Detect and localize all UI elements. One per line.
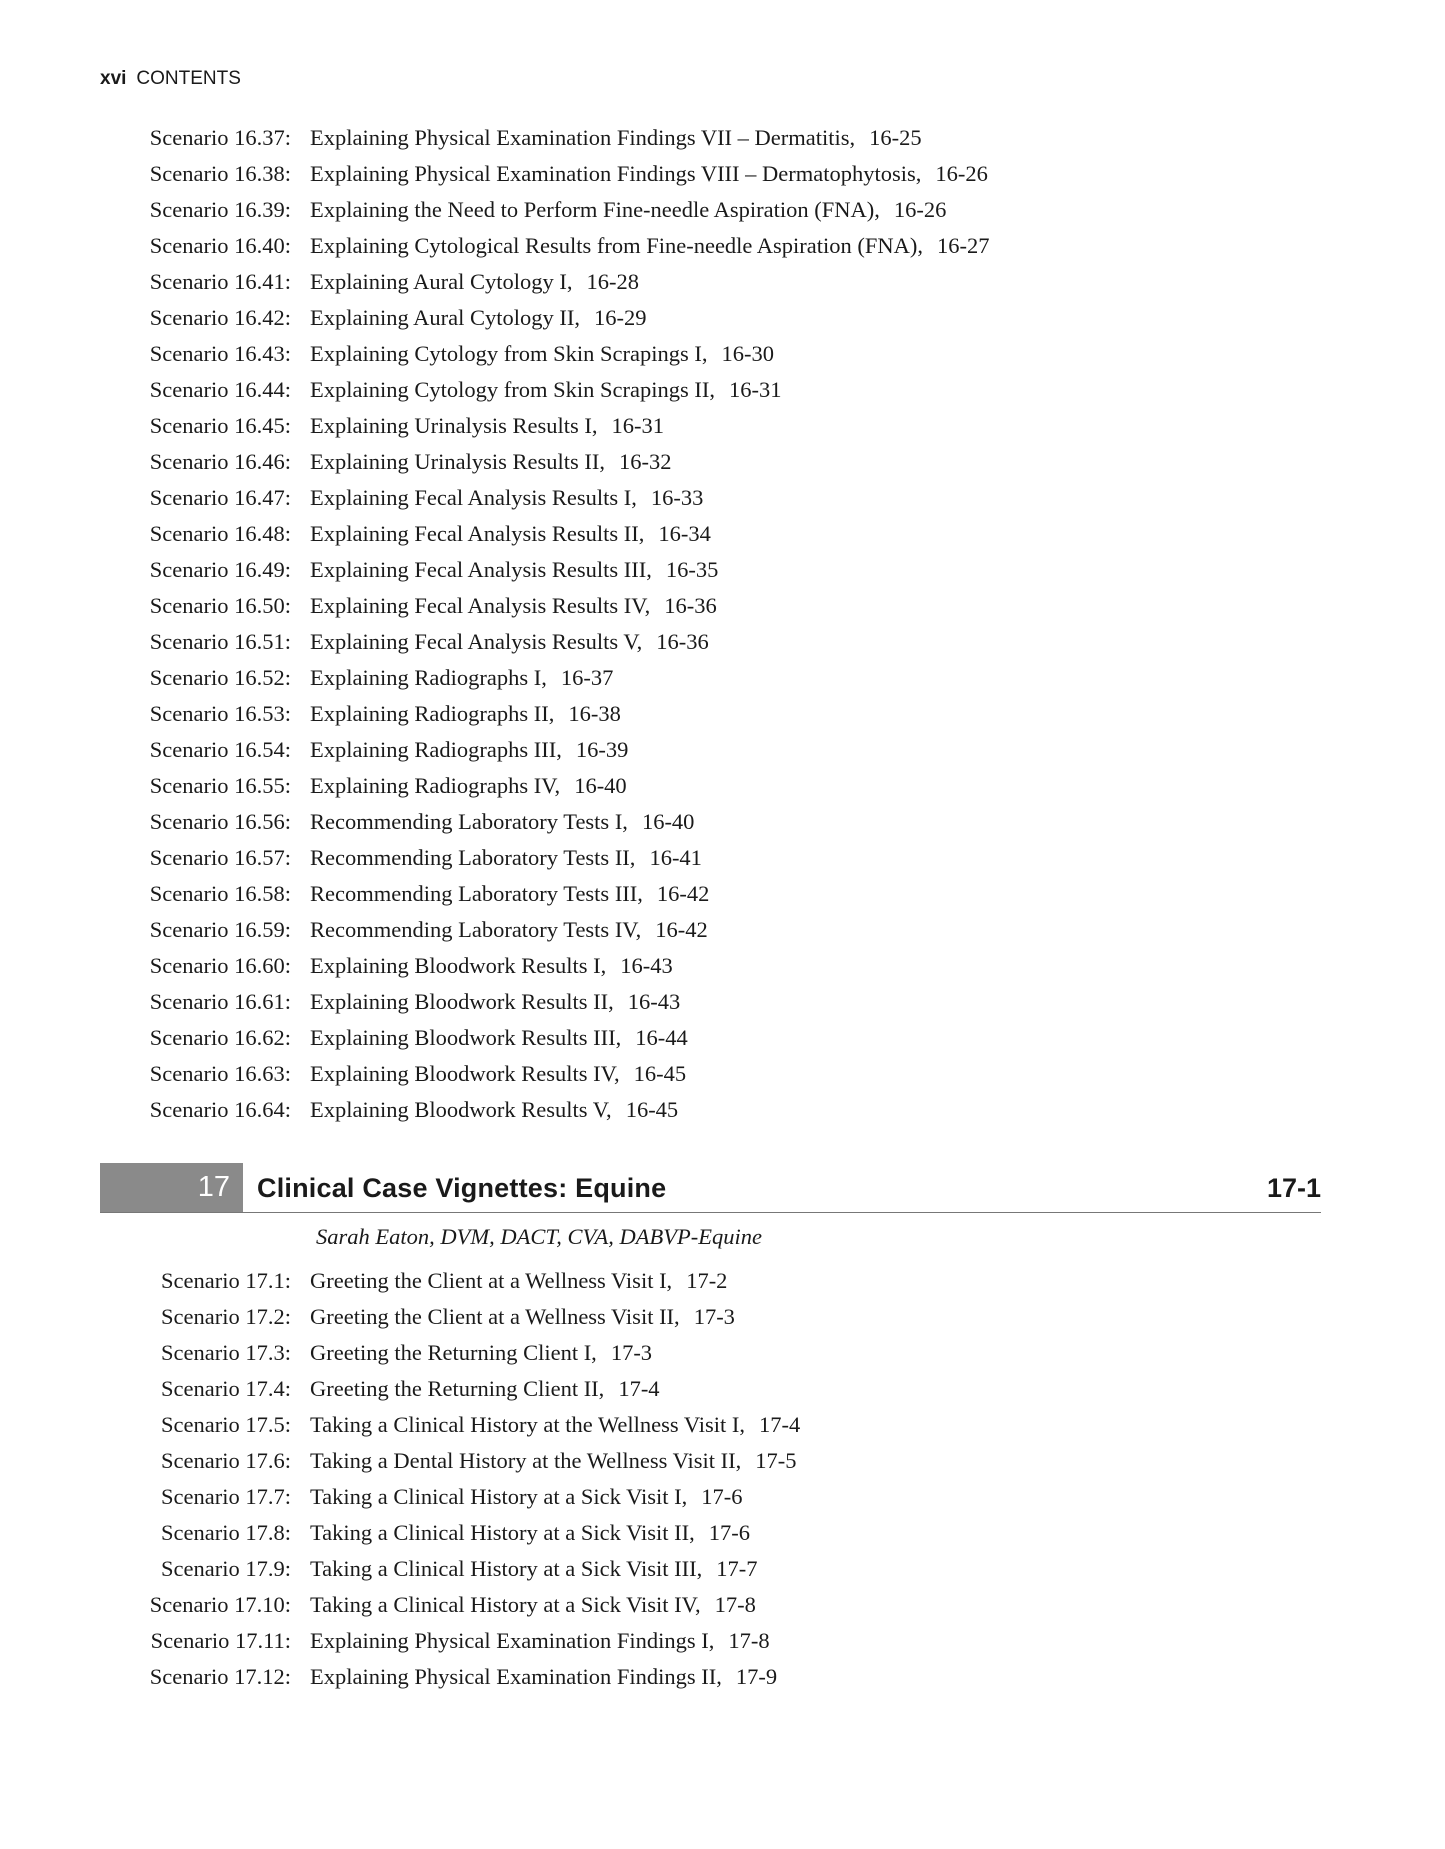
scenario-page-number: 16-30 (721, 341, 774, 366)
scenario-title: Explaining Radiographs III, (310, 737, 562, 762)
chapter-page-number: 17-1 (1266, 1173, 1321, 1203)
scenario-page-number: 17-3 (693, 1304, 735, 1329)
scenario-page-number: 16-43 (627, 989, 681, 1014)
scenario-page-number: 16-39 (575, 737, 629, 762)
toc-entry (0, 588, 1445, 624)
scenario-page-number: 17-6 (708, 1520, 750, 1545)
scenario-title: Taking a Clinical History at a Sick Visit II, (310, 1520, 695, 1545)
scenario-number: Scenario 16.59: (149, 917, 291, 942)
scenario-title: Taking a Clinical History at the Wellness Visit I, (310, 1412, 745, 1437)
toc-entry (0, 336, 1445, 372)
scenario-page-number: 17-4 (759, 1412, 801, 1437)
scenario-number: Scenario 16.38: (149, 161, 291, 186)
scenario-title: Explaining Fecal Analysis Results V, (310, 629, 643, 654)
toc-entry (0, 1092, 1445, 1128)
scenario-title: Explaining Bloodwork Results IV, (310, 1061, 620, 1086)
scenario-number: Scenario 16.44: (149, 377, 291, 402)
toc-entry (0, 444, 1445, 480)
chapter-title: Clinical Case Vignettes: Equine (257, 1173, 667, 1203)
scenario-number: Scenario 16.39: (149, 197, 291, 222)
page-folio: xvi (100, 68, 127, 89)
scenario-number: Scenario 16.47: (149, 485, 291, 510)
scenario-number: Scenario 17.4: (161, 1376, 291, 1401)
toc-entry (0, 516, 1445, 552)
scenario-page-number: 16-44 (635, 1025, 688, 1050)
scenario-title: Explaining Bloodwork Results V, (310, 1097, 612, 1122)
scenario-title: Recommending Laboratory Tests II, (310, 845, 636, 870)
scenario-number: Scenario 16.64: (149, 1097, 291, 1122)
scenario-number: Scenario 16.43: (149, 341, 291, 366)
scenario-number: Scenario 16.37: (149, 125, 291, 150)
scenario-number: Scenario 16.60: (149, 953, 291, 978)
chapter-17-heading (100, 1163, 1321, 1213)
scenario-page-number: 16-31 (728, 377, 782, 402)
scenario-number: Scenario 17.6: (161, 1448, 291, 1473)
chapter-17-scenario-list (0, 1263, 1445, 1695)
toc-entry (0, 624, 1445, 660)
toc-entry (0, 1407, 1445, 1443)
scenario-number: Scenario 17.7: (161, 1484, 291, 1509)
scenario-number: Scenario 17.10: (149, 1592, 291, 1617)
toc-entry (0, 1056, 1445, 1092)
scenario-page-number: 17-8 (728, 1628, 770, 1653)
scenario-title: Greeting the Client at a Wellness Visit I, (310, 1268, 673, 1293)
scenario-page-number: 16-40 (641, 809, 695, 834)
scenario-page-number: 16-42 (655, 917, 708, 942)
scenario-title: Explaining Cytology from Skin Scrapings I, (310, 341, 708, 366)
scenario-number: Scenario 17.12: (149, 1664, 291, 1689)
scenario-title: Explaining Physical Examination Findings VII – Dermatitis, (310, 125, 856, 150)
toc-entry (0, 1479, 1445, 1515)
toc-entry (0, 408, 1445, 444)
toc-entry (0, 1515, 1445, 1551)
scenario-title: Explaining Physical Examination Findings I, (310, 1628, 715, 1653)
scenario-number: Scenario 16.49: (149, 557, 291, 582)
chapter-16-scenario-list (0, 120, 1445, 1128)
toc-entry (0, 696, 1445, 732)
scenario-title: Taking a Clinical History at a Sick Visit I, (310, 1484, 688, 1509)
toc-entry (0, 120, 1445, 156)
running-head (100, 66, 241, 92)
scenario-page-number: 17-6 (701, 1484, 743, 1509)
scenario-number: Scenario 16.51: (149, 629, 291, 654)
toc-entry (0, 1623, 1445, 1659)
scenario-number: Scenario 16.63: (149, 1061, 291, 1086)
scenario-title: Explaining Urinalysis Results II, (310, 449, 605, 474)
toc-entry (0, 660, 1445, 696)
toc-entry (0, 984, 1445, 1020)
toc-entry (0, 264, 1445, 300)
scenario-page-number: 16-28 (586, 269, 639, 294)
toc-entry (0, 804, 1445, 840)
scenario-page-number: 16-25 (869, 125, 922, 150)
scenario-number: Scenario 16.41: (149, 269, 291, 294)
scenario-page-number: 16-26 (893, 197, 947, 222)
toc-entry (0, 1299, 1445, 1335)
scenario-title: Greeting the Returning Client I, (310, 1340, 597, 1365)
toc-entry (0, 840, 1445, 876)
toc-entry (0, 768, 1445, 804)
scenario-page-number: 16-37 (560, 665, 614, 690)
toc-entry (0, 1263, 1445, 1299)
toc-entry (0, 1587, 1445, 1623)
scenario-number: Scenario 16.42: (149, 305, 291, 330)
scenario-number: Scenario 16.48: (149, 521, 291, 546)
scenario-number: Scenario 17.9: (161, 1556, 291, 1581)
toc-entry (0, 1020, 1445, 1056)
scenario-page-number: 17-7 (716, 1556, 758, 1581)
scenario-page-number: 16-31 (611, 413, 664, 438)
scenario-number: Scenario 16.54: (149, 737, 291, 762)
scenario-page-number: 16-43 (620, 953, 673, 978)
scenario-page-number: 16-26 (935, 161, 988, 186)
scenario-title: Explaining Fecal Analysis Results IV, (310, 593, 651, 618)
scenario-number: Scenario 16.58: (149, 881, 291, 906)
scenario-title: Explaining Bloodwork Results III, (310, 1025, 622, 1050)
scenario-title: Taking a Clinical History at a Sick Visit IV, (310, 1592, 701, 1617)
scenario-page-number: 17-4 (618, 1376, 660, 1401)
running-title: CONTENTS (136, 68, 241, 89)
scenario-title: Taking a Clinical History at a Sick Visit III, (310, 1556, 703, 1581)
toc-entry (0, 1335, 1445, 1371)
toc-entry (0, 300, 1445, 336)
chapter-number: 17 (100, 1163, 243, 1212)
toc-entry (0, 1551, 1445, 1587)
scenario-page-number: 16-45 (625, 1097, 679, 1122)
scenario-number: Scenario 16.57: (149, 845, 291, 870)
toc-entry (0, 156, 1445, 192)
scenario-page-number: 16-40 (574, 773, 627, 798)
scenario-title: Explaining Cytological Results from Fine-needle Aspiration (FNA), (310, 233, 924, 258)
scenario-title: Explaining Urinalysis Results I, (310, 413, 598, 438)
toc-entry (0, 948, 1445, 984)
scenario-title: Greeting the Returning Client II, (310, 1376, 605, 1401)
scenario-title: Recommending Laboratory Tests IV, (310, 917, 642, 942)
scenario-title: Taking a Dental History at the Wellness Visit II, (310, 1448, 742, 1473)
scenario-title: Explaining Physical Examination Findings VIII – Dermatophytosis, (310, 161, 922, 186)
scenario-title: Explaining Radiographs IV, (310, 773, 561, 798)
scenario-page-number: 17-3 (610, 1340, 653, 1365)
scenario-number: Scenario 17.8: (161, 1520, 291, 1545)
toc-entry (0, 732, 1445, 768)
scenario-page-number: 16-32 (618, 449, 672, 474)
scenario-title: Explaining Fecal Analysis Results I, (310, 485, 637, 510)
scenario-page-number: 17-8 (714, 1592, 756, 1617)
scenario-title: Recommending Laboratory Tests III, (310, 881, 643, 906)
scenario-page-number: 16-36 (664, 593, 717, 618)
scenario-title: Explaining Fecal Analysis Results II, (310, 521, 645, 546)
toc-entry (0, 912, 1445, 948)
scenario-title: Greeting the Client at a Wellness Visit II, (310, 1304, 680, 1329)
scenario-page-number: 16-38 (568, 701, 621, 726)
toc-entry (0, 228, 1445, 264)
scenario-title: Explaining the Need to Perform Fine-needle Aspiration (FNA), (310, 197, 880, 222)
scenario-number: Scenario 17.2: (161, 1304, 291, 1329)
scenario-title: Explaining Radiographs I, (310, 665, 547, 690)
scenario-number: Scenario 16.45: (149, 413, 291, 438)
scenario-number: Scenario 17.1: (161, 1268, 291, 1293)
scenario-title: Explaining Physical Examination Findings II, (310, 1664, 722, 1689)
scenario-page-number: 17-9 (735, 1664, 778, 1689)
toc-entry (0, 372, 1445, 408)
scenario-page-number: 16-42 (656, 881, 710, 906)
toc-entry (0, 192, 1445, 228)
scenario-number: Scenario 16.53: (149, 701, 291, 726)
scenario-number: Scenario 16.46: (149, 449, 291, 474)
scenario-page-number: 16-34 (658, 521, 711, 546)
scenario-number: Scenario 16.52: (149, 665, 291, 690)
scenario-title: Explaining Fecal Analysis Results III, (310, 557, 652, 582)
scenario-page-number: 16-35 (665, 557, 719, 582)
scenario-number: Scenario 16.40: (149, 233, 291, 258)
scenario-title: Explaining Bloodwork Results II, (310, 989, 614, 1014)
scenario-title: Explaining Bloodwork Results I, (310, 953, 607, 978)
scenario-number: Scenario 16.55: (149, 773, 291, 798)
scenario-page-number: 16-45 (633, 1061, 687, 1086)
scenario-page-number: 17-5 (755, 1448, 797, 1473)
scenario-page-number: 16-29 (593, 305, 647, 330)
scenario-number: Scenario 16.61: (149, 989, 291, 1014)
toc-entry (0, 1371, 1445, 1407)
toc-entry (0, 1443, 1445, 1479)
toc-entry (0, 876, 1445, 912)
toc-entry (0, 552, 1445, 588)
toc-entry (0, 480, 1445, 516)
scenario-title: Explaining Aural Cytology I, (310, 269, 573, 294)
scenario-number: Scenario 17.5: (161, 1412, 291, 1437)
scenario-number: Scenario 16.56: (149, 809, 291, 834)
scenario-page-number: 16-41 (649, 845, 702, 870)
scenario-page-number: 17-2 (686, 1268, 728, 1293)
scenario-number: Scenario 17.3: (161, 1340, 291, 1365)
scenario-page-number: 16-36 (656, 629, 709, 654)
scenario-title: Explaining Aural Cytology II, (310, 305, 580, 330)
chapter-author: Sarah Eaton, DVM, DACT, CVA, DABVP-Equine (316, 1224, 762, 1249)
scenario-number: Scenario 16.50: (149, 593, 291, 618)
scenario-number: Scenario 17.11: (150, 1628, 291, 1653)
toc-entry (0, 1659, 1445, 1695)
scenario-title: Explaining Radiographs II, (310, 701, 555, 726)
scenario-title: Explaining Cytology from Skin Scrapings II, (310, 377, 715, 402)
scenario-number: Scenario 16.62: (149, 1025, 291, 1050)
scenario-page-number: 16-33 (650, 485, 704, 510)
scenario-title: Recommending Laboratory Tests I, (310, 809, 628, 834)
scenario-page-number: 16-27 (937, 233, 990, 258)
